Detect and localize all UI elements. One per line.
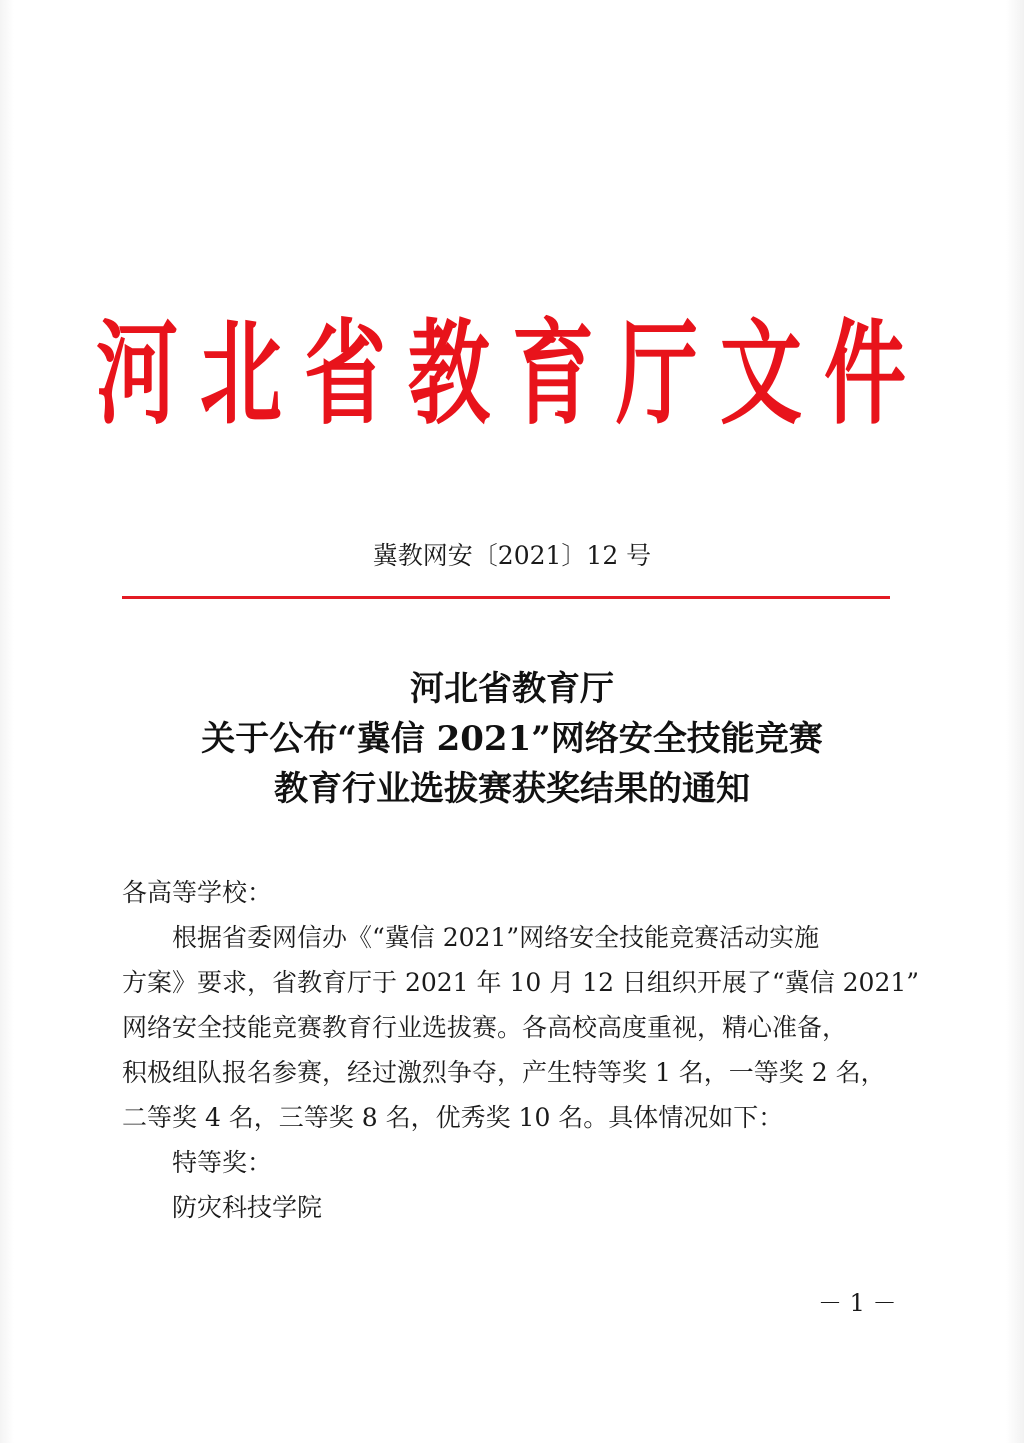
body-line-4: 积极组队报名参赛，经过激烈争夺，产生特等奖 1 名，一等奖 2 名， — [122, 1058, 886, 1087]
notice-title — [0, 664, 1024, 814]
header-red-rule — [122, 596, 890, 599]
body-line-2: 方案》要求，省教育厅于 2021 年 10 月 12 日组织开展了“冀信 2021” — [122, 968, 920, 997]
notice-title-line-3: 教育行业选拔赛获奖结果的通知 — [274, 769, 750, 809]
body-line-5: 二等奖 4 名，三等奖 8 名，优秀奖 10 名。具体情况如下： — [122, 1103, 784, 1132]
document-header-title: 河北省教育厅文件 — [95, 308, 928, 441]
notice-body — [122, 870, 920, 1230]
page-number: － 1 － — [818, 1289, 897, 1317]
body-line-3: 网络安全技能竞赛教育行业选拔赛。各高校高度重视，精心准备， — [122, 1013, 848, 1042]
notice-title-line-2: 关于公布“冀信 2021”网络安全技能竞赛 — [201, 719, 823, 759]
body-line-1: 根据省委网信办《“冀信 2021”网络安全技能竞赛活动实施 — [172, 923, 820, 952]
notice-title-line-1: 河北省教育厅 — [410, 669, 614, 709]
special-prize-label: 特等奖： — [172, 1148, 273, 1177]
special-prize-winner: 防灾科技学院 — [172, 1193, 323, 1222]
document-number: 冀教网安〔2021〕12 号 — [372, 541, 652, 570]
salutation: 各高等学校： — [122, 878, 273, 907]
